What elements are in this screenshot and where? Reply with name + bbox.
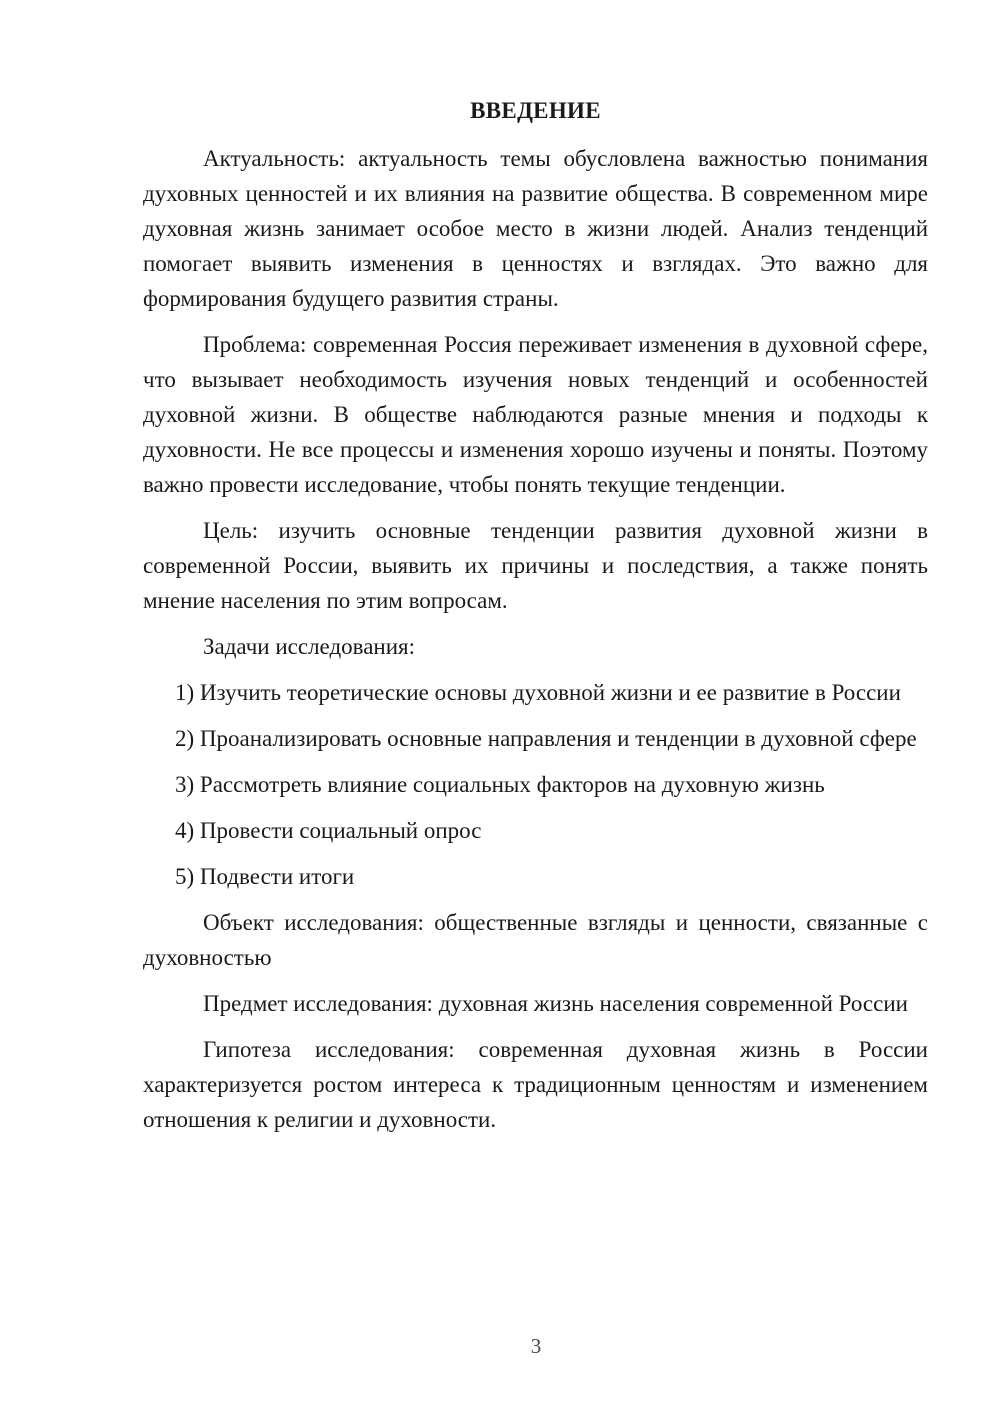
paragraph-problem: Проблема: современная Россия переживает изменения в духовной сфере, что вызывает необходимость изучения новых тенденций и особенностей духовной жизни. В обществе наблюдаются разные мнения и подходы к духовности. Не все процессы и изменения хорошо изучены и поняты. Поэтому важно провести исследование, чтобы понять текущие тенденции. <box>143 332 928 497</box>
list-item: 5) Подвести итоги <box>175 864 355 889</box>
paragraph-subject: Предмет исследования: духовная жизнь населения современной России <box>203 991 908 1016</box>
list-item: 1) Изучить теоретические основы духовной жизни и ее развитие в России <box>175 680 901 705</box>
list-item: 4) Провести социальный опрос <box>175 818 482 843</box>
page-content <box>143 141 928 1148</box>
list-item: 3) Рассмотреть влияние социальных факторов на духовную жизнь <box>175 772 825 797</box>
page-number: 3 <box>530 1334 542 1358</box>
paragraph-goal: Цель: изучить основные тенденции развития духовной жизни в современной России, выявить их причины и последствия, а также понять мнение населения по этим вопросам. <box>143 518 928 613</box>
paragraph-object: Объект исследования: общественные взгляды и ценности, связанные с духовностью <box>143 910 928 970</box>
paragraph-relevance: Актуальность: актуальность темы обусловлена важностью понимания духовных ценностей и их влияния на развитие общества. В современном мире духовная жизнь занимает особое место в жизни людей. Анализ тенденций помогает выявить изменения в ценностях и взглядах. Это важно для формирования будущего развития страны. <box>143 146 928 311</box>
paragraph-tasks-title: Задачи исследования: <box>203 634 416 659</box>
section-heading: ВВЕДЕНИЕ <box>470 98 601 123</box>
tasks-list <box>143 675 928 894</box>
paragraph-hypothesis: Гипотеза исследования: современная духовная жизнь в России характеризуется ростом интереса к традиционным ценностям и изменением отношения к религии и духовности. <box>143 1037 928 1132</box>
list-item: 2) Проанализировать основные направления и тенденции в духовной сфере <box>175 726 917 751</box>
